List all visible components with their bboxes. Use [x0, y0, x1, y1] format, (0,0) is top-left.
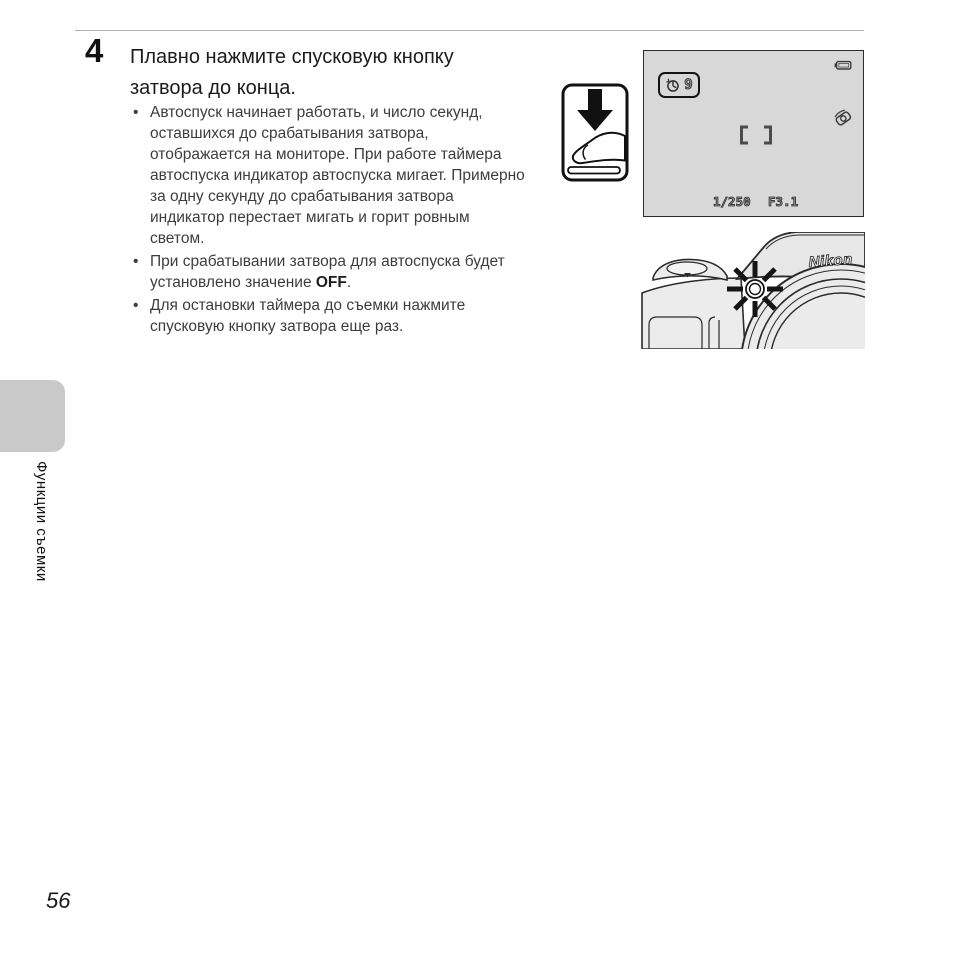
self-timer-indicator [658, 72, 700, 98]
self-timer-seconds: 9 [684, 77, 693, 93]
bullet-text: Для остановки таймера до съемки нажмите спусковую кнопку затвора еще раз. [150, 297, 466, 335]
bullet-item [131, 295, 527, 337]
section-label: Функции съемки [33, 461, 50, 582]
shutter-speed-value: 1/250 [713, 194, 751, 209]
top-rule [75, 30, 864, 31]
bullet-item [131, 251, 527, 293]
monitor-figure [643, 50, 864, 217]
bullet-item [131, 102, 527, 249]
aperture-value: F3.1 [768, 194, 799, 209]
camera-illustration [641, 232, 865, 349]
bullet-text: При срабатывании затвора для автоспуска будет установлено значение [150, 253, 505, 291]
step-number: 4 [85, 32, 104, 69]
section-tab [0, 380, 65, 452]
shutter-press-figure [561, 83, 629, 182]
step-heading: Плавно нажмите спусковую кнопку затвора до конца. [130, 46, 454, 99]
page-number: 56 [46, 888, 71, 913]
nikon-logo: Nikon [808, 250, 854, 271]
bold-off-value: OFF [315, 274, 347, 291]
step-bullet-list [131, 102, 527, 339]
camera-shake-icon [833, 108, 853, 128]
camera-figure [641, 232, 865, 349]
bullet-text: Автоспуск начинает работать, и число секунд, оставшихся до срабатывания затвора, отображается на мониторе. При работе таймера автоспуска индикатор автоспуска мигает. Примерно за одну секунду до срабатывания затвора индикатор перестает мигать и горит ровным светом. [150, 104, 525, 247]
bullet-text: . [346, 274, 352, 291]
battery-icon [834, 60, 852, 71]
self-timer-icon [665, 78, 680, 93]
shutter-press-icon [561, 83, 629, 182]
focus-brackets [739, 125, 773, 145]
shutter-button-bar [568, 167, 620, 174]
